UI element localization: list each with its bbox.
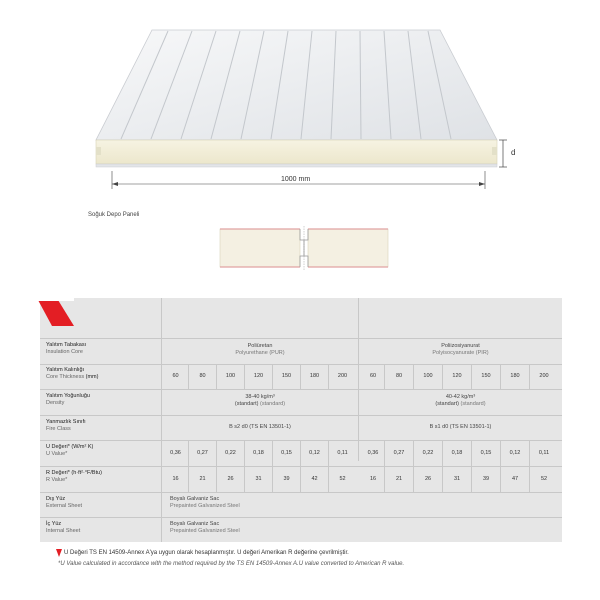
thickness-cell-pur: 60 (172, 373, 179, 379)
u-value-cell-pur: 0,11 (337, 450, 348, 456)
internal-sheet-value: Boyalı Galvaniz Sac Prepainted Galvanized Steel (170, 521, 240, 534)
thickness-cell-pur: 100 (225, 373, 236, 379)
panel-core (96, 140, 497, 164)
u-value-cell-pur: 0,27 (197, 450, 208, 456)
u-value-cell-pir: 0,11 (538, 450, 550, 456)
panel-top-sheet (96, 30, 497, 140)
r-value-cell-pir: 26 (424, 476, 432, 482)
row-label-fire-class: Yanmazlık Sınıfı Fire Class (46, 419, 86, 432)
row-label-insulation-core: Yalıtım Tabakası Insulation Core (46, 342, 87, 355)
thickness-label: d (511, 148, 516, 157)
r-value-cell-pir: 47 (511, 476, 519, 482)
r-value-cell-pur: 16 (172, 476, 179, 482)
thickness-cell-pir: 150 (481, 373, 491, 379)
r-value-cell-pir: 39 (482, 476, 490, 482)
r-value-cell-pir: 52 (540, 476, 548, 482)
footnote-tr: U Değeri TS EN 14509-Annex A'ya uygun olarak hesaplanmıştır. U değeri Amerikan R değerine çevrilmiştir. (64, 550, 349, 556)
density-pur: 38-40 kg/m³ (standart) (standard) (234, 394, 286, 407)
row-label-internal-sheet: İç Yüz Internal Sheet (46, 521, 81, 534)
r-value-cell-pur: 39 (283, 476, 290, 482)
panel-cross-section (220, 226, 388, 270)
u-value-cell-pir: 0,36 (367, 450, 379, 456)
u-value-cell-pur: 0,18 (253, 450, 264, 456)
thickness-cell-pur: 80 (199, 373, 206, 379)
thickness-cell-pur: 120 (253, 373, 264, 379)
red-corner-mark (38, 298, 78, 328)
sandwich-panel-illustration (0, 0, 600, 290)
footnote-en: *U Value calculated in accordance with the method required by the TS EN 14509-Annex A.U value converted to American R value. (58, 561, 405, 567)
r-value-cell-pur: 52 (339, 476, 346, 482)
spec-table (40, 298, 562, 542)
row-label-external-sheet: Dış Yüz External Sheet (46, 496, 83, 509)
r-value-cell-pur: 26 (227, 476, 234, 482)
external-sheet-value: Boyalı Galvaniz Sac Prepainted Galvanized Steel (170, 496, 240, 509)
r-value-cell-pir: 31 (453, 476, 461, 482)
u-value-cell-pur: 0,36 (170, 450, 181, 456)
thickness-cell-pur: 180 (309, 373, 320, 379)
thickness-cell-pir: 100 (423, 373, 433, 379)
panel-bottom-sheet (96, 164, 497, 167)
r-value-cell-pir: 21 (395, 476, 403, 482)
thickness-cell-pur: 150 (281, 373, 292, 379)
footnote-red-marker (56, 549, 64, 559)
u-value-cell-pir: 0,22 (422, 450, 434, 456)
row-label-r-value: R Değeri* (h·ft²·°F/Btu) R Value* (46, 470, 102, 483)
thickness-cell-pir: 200 (539, 373, 549, 379)
thickness-cell-pir: 80 (395, 373, 403, 379)
fire-class-pur: B s2 d0 (TS EN 13501-1) (229, 424, 291, 430)
u-value-cell-pur: 0,15 (281, 450, 292, 456)
density-pir: 40-42 kg/m³ (standart) (standard) (435, 394, 486, 407)
row-label-core-thickness: Yalıtım Kalınlığı Core Thickness (mm) (46, 367, 99, 380)
column-header-pir: Poliizosiyanurat Polyisocyanurate (PIR) (432, 343, 489, 356)
width-label: 1000 mm (281, 176, 311, 183)
r-value-cell-pir: 16 (369, 476, 377, 482)
r-value-cell-pur: 42 (311, 476, 318, 482)
u-value-cell-pur: 0,22 (225, 450, 236, 456)
u-value-cell-pir: 0,27 (393, 450, 405, 456)
thickness-cell-pur: 200 (337, 373, 348, 379)
u-value-cell-pir: 0,12 (509, 450, 521, 456)
u-value-cell-pir: 0,15 (480, 450, 492, 456)
row-label-density: Yalıtım Yoğunluğu Density (46, 393, 90, 406)
thickness-cell-pir: 180 (510, 373, 520, 379)
u-value-cell-pir: 0,18 (451, 450, 463, 456)
column-header-pur: Poliüretan Polyurethane (PUR) (235, 343, 285, 356)
row-label-u-value: U Değeri* (W/m² K) U Value* (46, 444, 94, 457)
thickness-cell-pir: 120 (452, 373, 462, 379)
thickness-cell-pir: 60 (369, 373, 377, 379)
r-value-cell-pur: 21 (199, 476, 206, 482)
panel-caption: Soğuk Depo Paneli (88, 212, 140, 218)
fire-class-pir: B s1 d0 (TS EN 13501-1) (429, 424, 492, 430)
r-value-cell-pur: 31 (255, 476, 262, 482)
u-value-cell-pur: 0,12 (309, 450, 320, 456)
